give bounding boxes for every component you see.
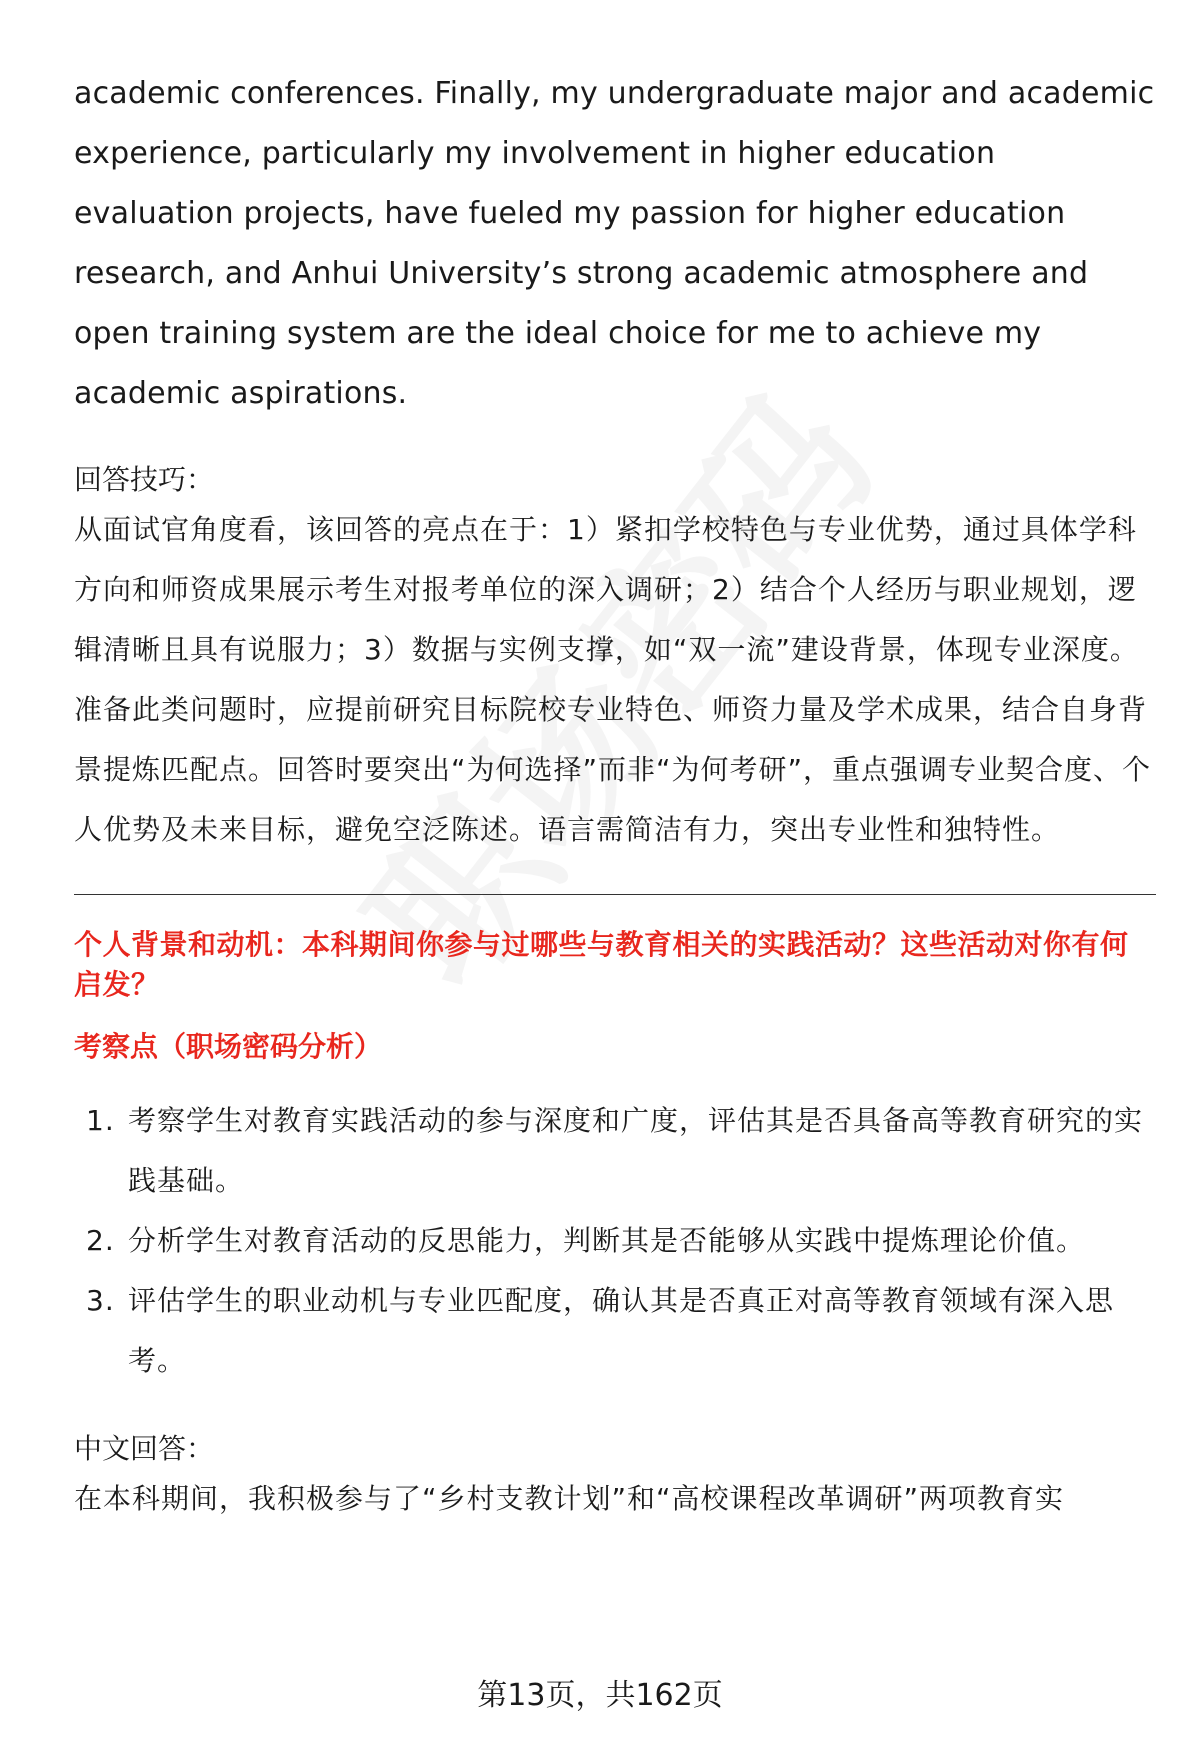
list-text: 评估学生的职业动机与专业匹配度，确认其是否真正对高等教育领域有深入思考。 bbox=[128, 1284, 1115, 1377]
intro-paragraph: academic conferences. Finally, my undergraduate major and academic experience, particularly my involvement in higher education evaluation projects, have fueled my passion for higher education research, and Anhui University’s strong academic atmosphere and open training system are the ideal choice for me to achieve my academic aspirations. bbox=[74, 76, 1155, 411]
section-divider bbox=[74, 894, 1156, 895]
tips-section bbox=[74, 460, 1156, 860]
list-number: 2. bbox=[86, 1224, 115, 1257]
list-item bbox=[74, 1091, 1156, 1211]
tips-label: 回答技巧： bbox=[74, 463, 215, 496]
list-number: 3. bbox=[86, 1284, 115, 1317]
chinese-answer-text: 在本科期间，我积极参与了“乡村支教计划”和“高校课程改革调研”两项教育实 bbox=[74, 1482, 1065, 1515]
list-number: 1. bbox=[86, 1104, 115, 1137]
list-text: 考察学生对教育实践活动的参与深度和广度，评估其是否具备高等教育研究的实践基础。 bbox=[128, 1104, 1144, 1197]
chinese-answer-label: 中文回答： bbox=[74, 1432, 215, 1465]
list-item bbox=[74, 1211, 1156, 1271]
tips-paragraph-1: 从面试官角度看，该回答的亮点在于：1）紧扣学校特色与专业优势，通过具体学科方向和师资成果展示考生对报考单位的深入调研；2）结合个人经历与职业规划，逻辑清晰且具有说服力；3）数据与实例支撑，如“双一流”建设背景，体现专业深度。 bbox=[74, 513, 1139, 666]
question-heading: 个人背景和动机：本科期间你参与过哪些与教育相关的实践活动？这些活动对你有何启发？ bbox=[74, 928, 1129, 1001]
list-item bbox=[74, 1271, 1156, 1391]
list-text: 分析学生对教育活动的反思能力，判断其是否能够从实践中提炼理论价值。 bbox=[128, 1224, 1086, 1257]
page-number: 第13页，共162页 bbox=[477, 1678, 723, 1713]
tips-paragraph-2: 准备此类问题时，应提前研究目标院校专业特色、师资力量及学术成果，结合自身背景提炼匹配点。回答时要突出“为何选择”而非“为何考研”，重点强调专业契合度、个人优势及未来目标，避免空泛陈述。语言需简洁有力，突出专业性和独特性。 bbox=[74, 693, 1152, 846]
analysis-heading: 考察点（职场密码分析） bbox=[74, 1030, 383, 1063]
analysis-points bbox=[74, 1091, 1156, 1391]
document-page bbox=[74, 64, 1156, 1529]
